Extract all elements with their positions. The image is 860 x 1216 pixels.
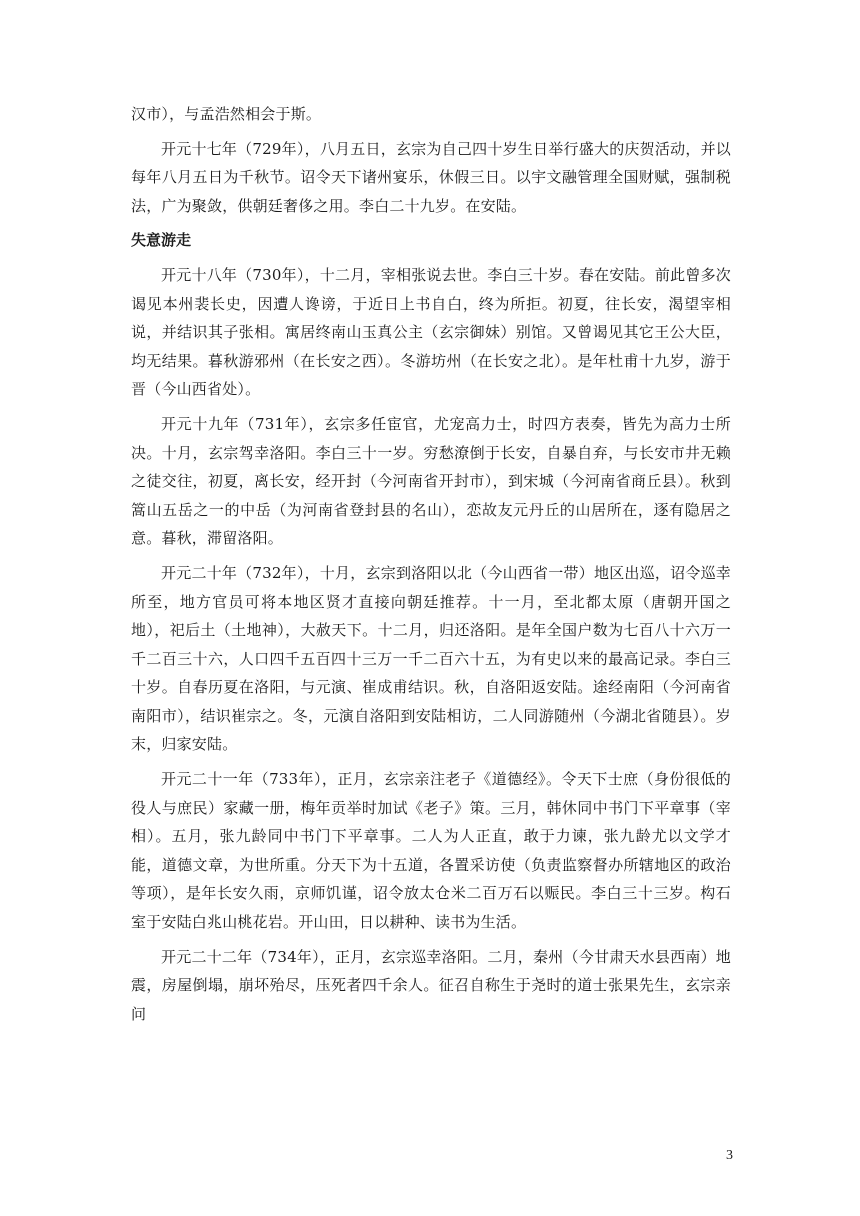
page-number: 3 — [726, 1148, 733, 1163]
paragraph-kaiyuan-19: 开元十九年（731年），玄宗多任宦官，尤宠高力士，时四方表奏，皆先为高力士所决。十月，玄宗驾幸洛阳。李白三十一岁。穷愁潦倒于长安，自暴自弃，与长安市井无赖之徒交往，初夏，离长安，经开封（今河南省开封市），到宋城（今河南省商丘县）。秋到篙山五岳之一的中岳（为河南省登封县的名山），恋故友元丹丘的山居所在，逐有隐居之意。暮秋，滞留洛阳。 — [131, 414, 731, 548]
document-body — [131, 100, 731, 1028]
paragraph-kaiyuan-21: 开元二十一年（733年），正月，玄宗亲注老子《道德经》。令天下士庶（身份很低的役人与庶民）家藏一册，梅年贡举时加试《老子》策。三月，韩休同中书门下平章事（宰相）。五月，张九龄同中书门下平章事。二人为人正直，敢于力谏，张九龄尤以文学才能，道德文章，为世所重。分天下为十五道，各置采访使（负责监察督办所辖地区的政治等项），是年长安久雨，京师饥谨，诏令放太仓米二百万石以赈民。李白三十三岁。构石室于安陆白兆山桃花岩。开山田，日以耕种、读书为生活。 — [131, 770, 731, 932]
section-heading: 失意游走 — [131, 231, 192, 250]
paragraph-kaiyuan-18: 开元十八年（730年），十二月，宰相张说去世。李白三十岁。春在安陆。前此曾多次谒见本州裴长史，因遭人谗谤，于近日上书自白，终为所拒。初夏，往长安，渴望宰相说，并结识其子张相。寓居终南山玉真公主（玄宗御妹）别馆。又曾谒见其它王公大臣，均无结果。暮秋游邪州（在长安之西）。冬游坊州（在长安之北）。是年杜甫十九岁，游于晋（今山西省处）。 — [131, 265, 731, 399]
paragraph-kaiyuan-17: 开元十七年（729年），八月五日，玄宗为自己四十岁生日举行盛大的庆贺活动，并以每年八月五日为千秋节。诏令天下诸州宴乐，休假三日。以宇文融管理全国财赋，强制税法，广为聚敛，供朝廷奢侈之用。李白二十九岁。在安陆。 — [131, 139, 731, 215]
paragraph-kaiyuan-22: 开元二十二年（734年），正月，玄宗巡幸洛阳。二月，秦州（今甘肃天水县西南）地震，房屋倒塌，崩坏殆尽，压死者四千余人。征召自称生于尧时的道士张果先生，玄宗亲问 — [131, 947, 731, 1023]
paragraph-continuation: 汉市），与孟浩然相会于斯。 — [131, 105, 322, 123]
paragraph-kaiyuan-20: 开元二十年（732年），十月，玄宗到洛阳以北（今山西省一带）地区出巡，诏令巡幸所至，地方官员可将本地区贤才直接向朝廷推荐。十一月，至北都太原（唐朝开国之地），祀后土（土地神），大赦天下。十二月，归还洛阳。是年全国户数为七百八十六万一千二百三十六，人口四千五百四十三万一千二百六十五，为有史以来的最高记录。李白三十岁。自春历夏在洛阳，与元演、崔成甫结识。秋，自洛阳返安陆。途经南阳（今河南省南阳市），结识崔宗之。冬，元演自洛阳到安陆相访，二人同游随州（今湖北省随县）。岁末，归家安陆。 — [131, 563, 731, 754]
